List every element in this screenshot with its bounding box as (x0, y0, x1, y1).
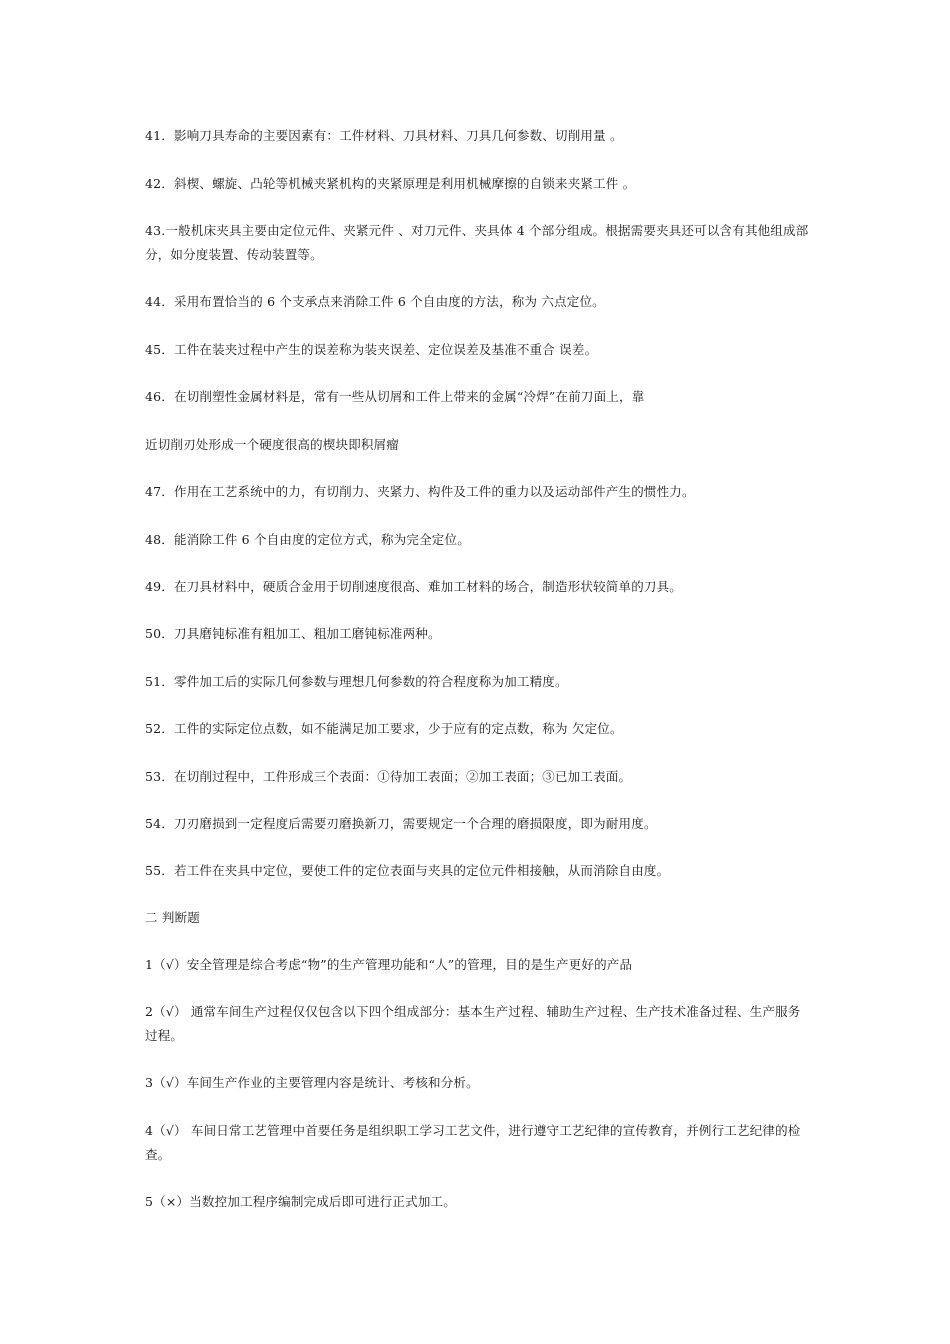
question-50: 50．刀具磨钝标准有粗加工、粗加工磨钝标准两种。 (145, 626, 441, 641)
question-47: 47．作用在工艺系统中的力，有切削力、夹紧力、构件及工件的重力以及运动部件产生的惯性力。 (145, 484, 695, 499)
judgment-5: 5（×）当数控加工程序编制完成后即可进行正式加工。 (145, 1194, 456, 1209)
question-43: 43.一般机床夹具主要由定位元件、夹紧元件 、对刀元件、夹具体 4 个部分组成。根据需要夹具还可以含有其他组成部分，如分度装置、传动装置等。 (145, 223, 809, 262)
section-title: 二 判断题 (145, 910, 200, 925)
question-42: 42．斜楔、螺旋、凸轮等机械夹紧机构的夹紧原理是利用机械摩擦的自锁来夹紧工件 。 (145, 176, 636, 191)
question-41: 41．影响刀具寿命的主要因素有：工件材料、刀具材料、刀具几何参数、切削用量 。 (145, 128, 623, 143)
judgment-4: 4（√） 车间日常工艺管理中首要任务是组织职工学习工艺文件，进行遵守工艺纪律的宣传教育，并例行工艺纪律的检查。 (145, 1123, 801, 1162)
question-53: 53．在切削过程中，工件形成三个表面：①待加工表面；②加工表面；③已加工表面。 (145, 769, 632, 784)
judgment-2: 2（√） 通常车间生产过程仅仅包含以下四个组成部分：基本生产过程、辅助生产过程、生产技术准备过程、生产服务过程。 (145, 1004, 801, 1043)
question-55: 55．若工件在夹具中定位，要使工件的定位表面与夹具的定位元件相接触，从而消除自由度。 (145, 863, 670, 878)
question-51: 51．零件加工后的实际几何参数与理想几何参数的符合程度称为加工精度。 (145, 674, 568, 689)
judgment-1: 1（√）安全管理是综合考虑“物”的生产管理功能和“人”的管理，目的是生产更好的产品 (145, 957, 633, 972)
question-46-line1: 46．在切削塑性金属材料是，常有一些从切屑和工件上带来的金属“冷焊”在前刀面上，靠 (145, 389, 645, 404)
question-45: 45．工件在装夹过程中产生的误差称为装夹误差、定位误差及基准不重合 误差。 (145, 342, 598, 357)
question-46-line2: 近切削刃处形成一个硬度很高的楔块即积屑瘤 (145, 437, 400, 452)
question-44: 44．采用布置恰当的 6 个支承点来消除工件 6 个自由度的方法，称为 六点定位。 (145, 294, 605, 309)
question-49: 49．在刀具材料中，硬质合金用于切削速度很高、难加工材料的场合，制造形状较简单的刀具。 (145, 579, 683, 594)
question-54: 54．刀刃磨损到一定程度后需要刃磨换新刀，需要规定一个合理的磨损限度，即为耐用度。 (145, 816, 657, 831)
question-48: 48．能消除工件 6 个自由度的定位方式，称为完全定位。 (145, 532, 470, 547)
question-52: 52．工件的实际定位点数，如不能满足加工要求，少于应有的定点数，称为 欠定位。 (145, 721, 623, 736)
judgment-3: 3（√）车间生产作业的主要管理内容是统计、考核和分析。 (145, 1075, 479, 1090)
